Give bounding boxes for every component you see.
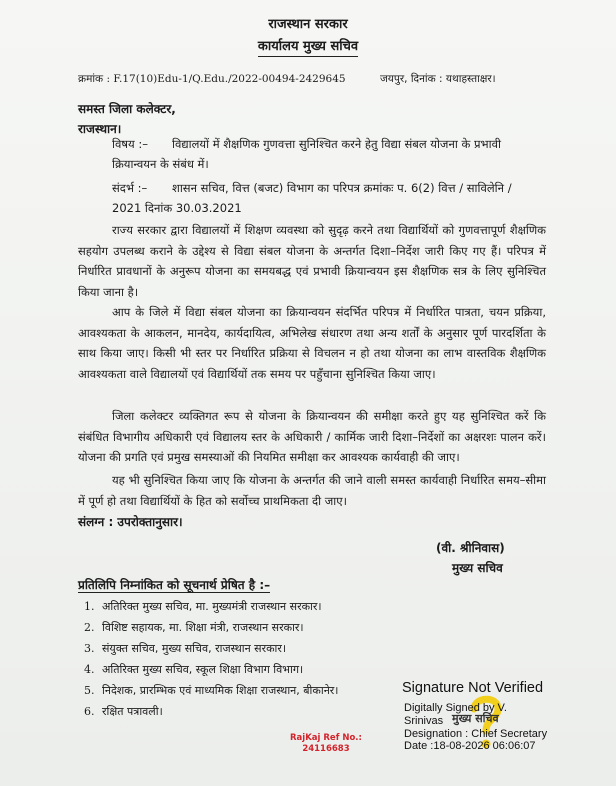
office-heading xyxy=(0,36,616,57)
list-item xyxy=(84,659,414,680)
list-item-text: अतिरिक्त मुख्य सचिव, मा. मुख्यमंत्री राजस्थान सरकार। xyxy=(102,600,322,613)
list-item xyxy=(84,701,414,722)
signature-signer-name: Srinivas xyxy=(404,715,444,727)
paragraph-4: यह भी सुनिश्चित किया जाए कि योजना के अन्तर्गत की जाने वाली समस्त कार्यवाही निर्धारित समय–सीमा में पूर्ण हो तथा विद्यार्थियों के हित को सर्वोच्च प्राथमिकता दी जाए। xyxy=(78,473,546,508)
list-item xyxy=(84,638,414,659)
list-item-number: 6. xyxy=(84,705,95,718)
list-item-text: विशिष्ट सहायक, मा. शिक्षा मंत्री, राजस्थान सरकार। xyxy=(102,621,304,634)
addressee-line-1: समस्त जिला कलेक्टर, xyxy=(78,102,176,116)
paragraph-2: आप के जिले में विद्या संबल योजना का क्रियान्वयन संदर्भित परिपत्र में निर्धारित पात्रता, चयन प्रक्रिया, आवश्यकता के आकलन, मानदेय, कार्यदायित्व, अभिलेख संधारण तथा अन्य शर्तों के अनुसार पूर्ण पारदर्शिता के साथ किया जाए। किसी भी स्तर पर निर्धारित प्रक्रिया से विचलन न हो तथा योजना का लाभ वास्तविक शैक्षणिक आवश्यकता वाले विद्यालयों एवं विद्यार्थियों तक समय पर पहुँचाना सुनिश्चित किया जाए। xyxy=(78,305,546,381)
signatory-designation: मुख्य सचिव xyxy=(452,561,503,575)
list-item-number: 1. xyxy=(84,600,95,613)
list-item-number: 5. xyxy=(84,684,95,697)
office-heading-text: कार्यालय मुख्य सचिव xyxy=(258,36,358,57)
list-item-text: संयुक्त सचिव, मुख्य सचिव, राजस्थान सरकार। xyxy=(102,642,287,655)
subject-text: विद्यालयों में शैक्षणिक गुणवत्ता सुनिश्चित करने हेतु विद्या संबल योजना के प्रभावी क्रियान्वयन के संबंध में। xyxy=(112,137,501,171)
signature-overlay-designation: मुख्य सचिव xyxy=(452,712,499,725)
list-item-text: अतिरिक्त मुख्य सचिव, स्कूल शिक्षा विभाग विभाग। xyxy=(102,663,304,676)
signature-status: Signature Not Verified xyxy=(402,680,544,696)
signature-designation: Designation : Chief Secretary xyxy=(404,728,548,740)
signature-signed-by: Digitally Signed by V. xyxy=(404,702,507,714)
list-item xyxy=(84,617,414,638)
copy-to-heading xyxy=(78,576,270,593)
list-item-text: निदेशक, प्रारम्भिक एवं माध्यमिक शिक्षा राजस्थान, बीकानेर। xyxy=(102,684,339,697)
rajkaj-number: 24116683 xyxy=(302,744,350,754)
list-item-text: रक्षित पत्रावली। xyxy=(102,705,163,718)
list-item-number: 2. xyxy=(84,621,95,634)
subject-block xyxy=(112,134,544,174)
copy-to-heading-text: प्रतिलिपि निम्नांकित को सूचनार्थ प्रेषित है :– xyxy=(78,578,271,592)
paragraph-3: जिला कलेक्टर व्यक्तिगत रूप से योजना के क्रियान्वयन की समीक्षा करते हुए यह सुनिश्चित करें कि संबंधित विभागीय अधिकारी एवं विद्यालय स्तर के अधिकारी / कार्मिक जारी दिशा–निर्देशों का अक्षरशः पालन करें। योजना की प्रगति एवं प्रमुख समस्याओं की नियमित समीक्षा कर आवश्यक कार्यवाही की जाए। xyxy=(78,409,546,465)
rajkaj-label: RajKaj Ref No.: xyxy=(290,733,362,743)
paragraph-1: राज्य सरकार द्वारा विद्यालयों में शिक्षण व्यवस्था को सुदृढ़ करने तथा विद्यार्थियों को गुणवत्तापूर्ण शैक्षणिक सहयोग उपलब्ध कराने के उद्देश्य से विद्या संबल योजना के अन्तर्गत दिशा–निर्देश जारी किए गए हैं। परिपत्र में निर्धारित प्रावधानों के अनुरूप योजना का समयबद्ध एवं प्रभावी क्रियान्वयन इस शैक्षणिक सत्र के लिए सुनिश्चित किया जाना है। xyxy=(78,223,546,299)
addressee-line-2: राजस्थान। xyxy=(78,122,122,136)
context-text: शासन सचिव, वित्त (बजट) विभाग का परिपत्र क्रमांकः प. 6(2) वित्त / साविलेनि / 2021 दिनांक 30.03.2021 xyxy=(112,181,512,215)
list-item-number: 3. xyxy=(84,642,95,655)
reference-number: क्रमांक : F.17(10)Edu-1/Q.Edu./2022-00494-2429645 xyxy=(78,73,346,85)
enclosure-note: संलग्न : उपरोक्तानुसार। xyxy=(78,515,183,529)
list-item xyxy=(84,596,414,617)
rajkaj-reference xyxy=(290,733,362,755)
government-heading: राजस्थान सरकार xyxy=(268,17,348,32)
subject-label: विषय :– xyxy=(112,137,148,151)
context-label: संदर्भ :– xyxy=(112,181,148,195)
list-item xyxy=(84,680,414,701)
list-item-number: 4. xyxy=(84,663,95,676)
signature-date: Date :18-08-2026 06:06:07 xyxy=(404,740,536,752)
copy-to-list xyxy=(84,596,414,722)
context-block xyxy=(112,178,544,218)
signatory-name: (वी. श्रीनिवास) xyxy=(436,541,505,555)
place-date: जयपुर, दिनांक : यथाहस्ताक्षर। xyxy=(380,73,496,85)
